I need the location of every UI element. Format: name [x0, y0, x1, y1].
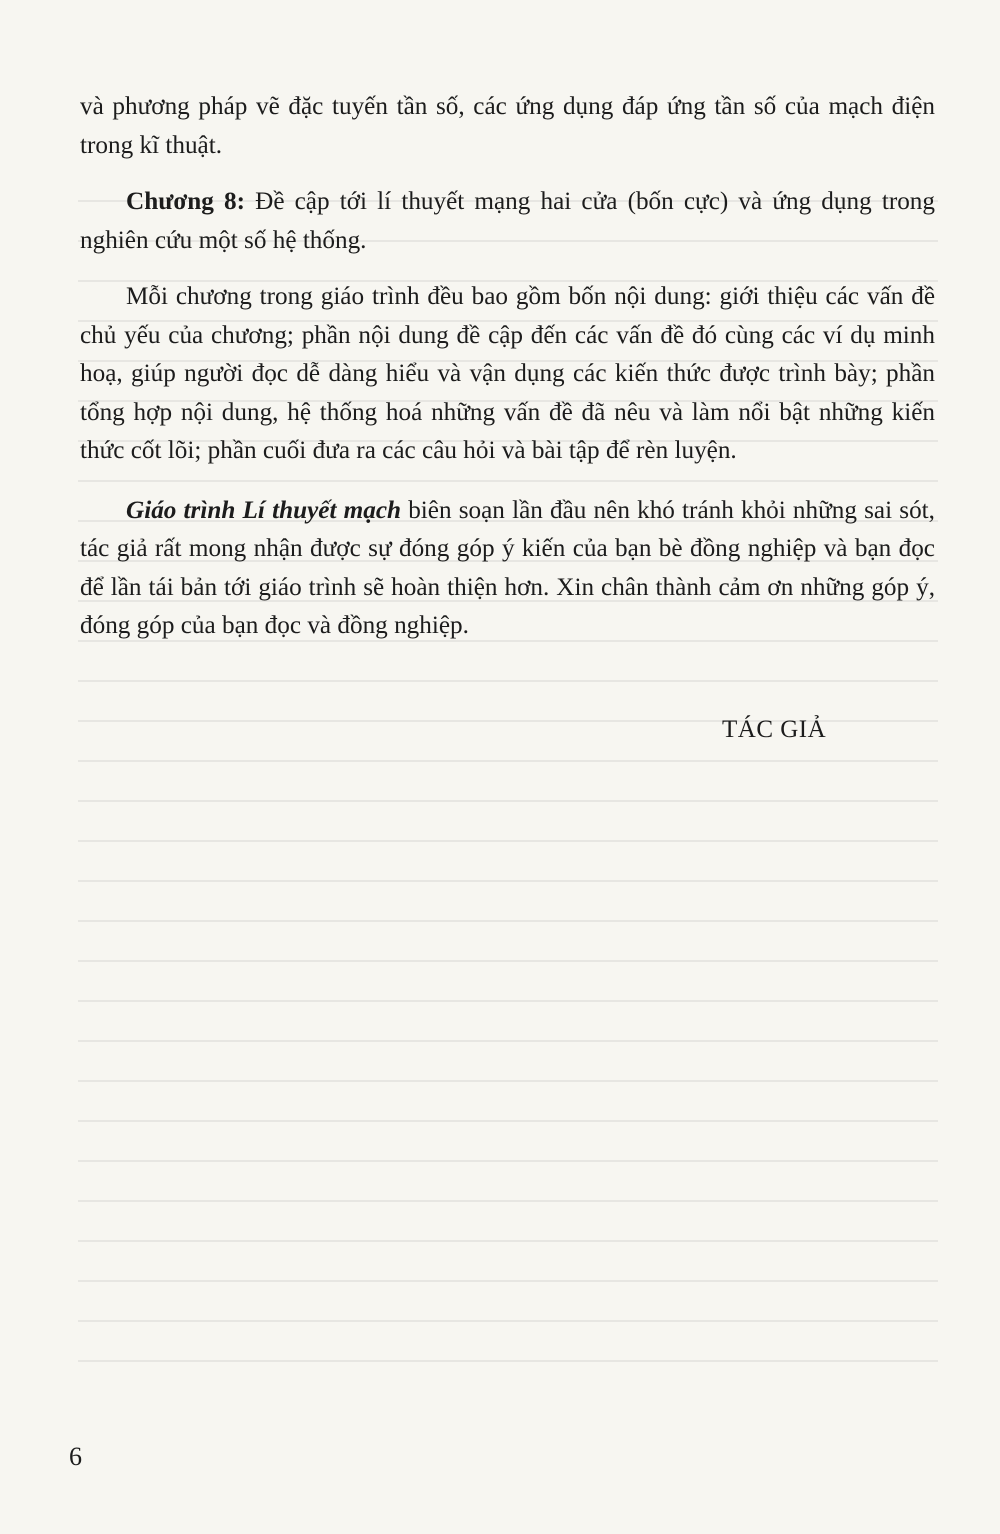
- page-number: 6: [69, 1442, 82, 1471]
- body-text: [80, 88, 935, 646]
- closing-text: biên soạn lần đầu nên khó tránh khỏi những sai sót, tác giả rất mong nhận được sự đóng góp ý kiến của bạn bè đồng nghiệp và bạn đọc để lần tái bản tới giáo trình sẽ hoàn thiện hơn. Xin chân thành cảm ơn những góp ý, đóng góp của bạn đọc và đồng nghiệp.: [80, 496, 935, 639]
- book-title: Giáo trình Lí thuyết mạch: [126, 496, 402, 524]
- author-signature: TÁC GIẢ: [722, 716, 827, 743]
- chapter-8-label: Chương 8:: [126, 188, 245, 215]
- closing-paragraph: [80, 492, 935, 646]
- structure-paragraph: Mỗi chương trong giáo trình đều bao gồm bốn nội dung: giới thiệu các vấn đề chủ yếu của chương; phần nội dung đề cập đến các vấn đề đó cùng các ví dụ minh hoạ, giúp người đọc dễ dàng hiểu và vận dụng các kiến thức được trình bày; phần tổng hợp nội dung, hệ thống hoá những vấn đề đã nêu và làm nổi bật những kiến thức cốt lõi; phần cuối đưa ra các câu hỏi và bài tập để rèn luyện.: [80, 283, 935, 464]
- intro-paragraph: và phương pháp vẽ đặc tuyến tần số, các ứng dụng đáp ứng tần số của mạch điện trong kĩ thuật.: [80, 93, 935, 159]
- chapter-8-text: Đề cập tới lí thuyết mạng hai cửa (bốn cực) và ứng dụng trong nghiên cứu một số hệ thống.: [80, 188, 935, 254]
- chapter-8-paragraph: [80, 183, 935, 260]
